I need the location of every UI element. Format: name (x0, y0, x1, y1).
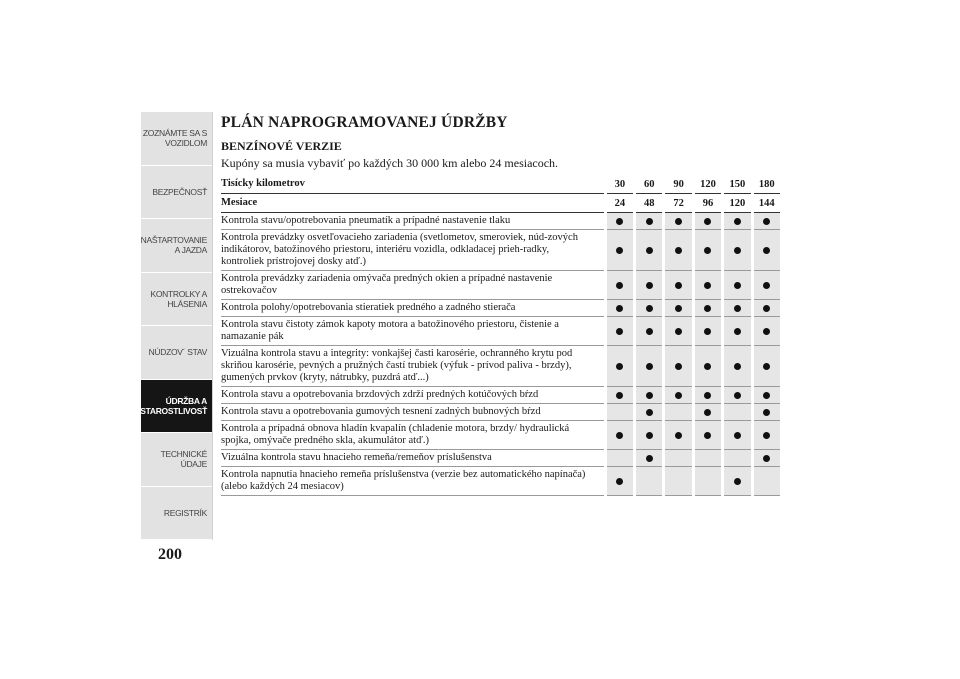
required-dot-icon (646, 392, 653, 399)
required-dot-icon (616, 328, 623, 335)
interval-cell (664, 317, 693, 346)
month-interval-header: 120 (723, 194, 752, 213)
table-row (221, 421, 782, 450)
required-dot-icon (763, 363, 770, 370)
required-dot-icon (616, 282, 623, 289)
interval-cell (635, 346, 664, 387)
required-dot-icon (675, 363, 682, 370)
required-dot-icon (734, 363, 741, 370)
interval-cell (693, 404, 722, 421)
interval-cell (752, 300, 781, 317)
interval-cell (723, 317, 752, 346)
interval-cell (723, 421, 752, 450)
required-dot-icon (763, 218, 770, 225)
interval-cell (605, 300, 634, 317)
interval-cell (664, 230, 693, 271)
required-dot-icon (675, 328, 682, 335)
task-description: Kontrola stavu a opotrebovania brzdových zdrží predných kotúčových bŕzd (221, 387, 605, 404)
interval-cell (664, 450, 693, 467)
month-interval-header: 48 (635, 194, 664, 213)
required-dot-icon (763, 282, 770, 289)
months-header-label: Mesiace (221, 194, 605, 213)
table-row (221, 271, 782, 300)
required-dot-icon (646, 282, 653, 289)
required-dot-icon (763, 409, 770, 416)
interval-cell (635, 230, 664, 271)
interval-cell (635, 450, 664, 467)
required-dot-icon (763, 392, 770, 399)
required-dot-icon (704, 328, 711, 335)
interval-cell (723, 467, 752, 496)
interval-cell (693, 230, 722, 271)
months-header-row (221, 194, 782, 213)
interval-cell (664, 387, 693, 404)
table-row (221, 230, 782, 271)
interval-cell (752, 387, 781, 404)
km-interval-header: 150 (723, 175, 752, 194)
interval-cell (635, 213, 664, 230)
required-dot-icon (646, 247, 653, 254)
interval-cell (693, 271, 722, 300)
required-dot-icon (734, 328, 741, 335)
interval-cell (635, 404, 664, 421)
table-row (221, 213, 782, 230)
chapter-tab-label: TECHNICKÉ ÚDAJE (160, 449, 207, 470)
page-title: PLÁN NAPROGRAMOVANEJ ÚDRŽBY (221, 114, 508, 131)
interval-cell (752, 404, 781, 421)
interval-cell (723, 450, 752, 467)
table-row (221, 467, 782, 496)
interval-cell (635, 421, 664, 450)
required-dot-icon (734, 432, 741, 439)
tab-divider (212, 112, 213, 540)
chapter-tabs (141, 112, 212, 540)
interval-cell (752, 450, 781, 467)
interval-cell (605, 317, 634, 346)
month-interval-header: 144 (752, 194, 781, 213)
interval-cell (723, 300, 752, 317)
task-description: Kontrola stavu/opotrebovania pneumatík a prípadné nastavenie tlaku (221, 213, 605, 230)
interval-cell (664, 271, 693, 300)
km-interval-header: 120 (693, 175, 722, 194)
required-dot-icon (675, 218, 682, 225)
required-dot-icon (616, 247, 623, 254)
interval-cell (664, 346, 693, 387)
chapter-tab[interactable] (141, 433, 212, 487)
section-subtitle: BENZÍNOVÉ VERZIE (221, 139, 342, 153)
interval-cell (664, 300, 693, 317)
task-description: Kontrola a prípadná obnova hladín kvapalín (chladenie motora, brzdy/ hydraulická spojka, omývače predného skla, akumulátor atď.) (221, 421, 605, 450)
required-dot-icon (763, 328, 770, 335)
interval-cell (752, 467, 781, 496)
interval-cell (605, 421, 634, 450)
interval-cell (635, 317, 664, 346)
interval-cell (693, 300, 722, 317)
month-interval-header: 72 (664, 194, 693, 213)
interval-cell (723, 346, 752, 387)
chapter-tab-label: ÚDRŽBA A STAROSTLIVOSŤ (140, 395, 207, 416)
required-dot-icon (616, 432, 623, 439)
required-dot-icon (616, 363, 623, 370)
chapter-tab[interactable] (141, 380, 212, 434)
interval-cell (605, 404, 634, 421)
required-dot-icon (734, 478, 741, 485)
interval-cell (723, 387, 752, 404)
interval-cell (752, 346, 781, 387)
required-dot-icon (704, 392, 711, 399)
interval-cell (752, 421, 781, 450)
interval-cell (693, 467, 722, 496)
interval-cell (693, 346, 722, 387)
maintenance-schedule-table (221, 175, 783, 496)
interval-cell (664, 467, 693, 496)
task-description: Kontrola stavu a opotrebovania gumových tesnení zadných bubnových bŕzd (221, 404, 605, 421)
task-description: Vizuálna kontrola stavu a integrity: vonkajšej časti karosérie, ochranného krytu pod skriňou karosérie, pevných a pružných častí trubiek (výfuk - prívod paliva - brzdy), gumených prvkov (kryty, nátrubky, puzdrá atď...) (221, 346, 605, 387)
chapter-tab[interactable] (141, 487, 212, 541)
required-dot-icon (646, 455, 653, 462)
interval-cell (605, 346, 634, 387)
interval-cell (693, 421, 722, 450)
task-description: Kontrola prevádzky osvetľovacieho zariadenia (svetlometov, smeroviek, núd-zových indikátorov, batožinového priestoru, interiéru vozidla, odkladacej prieh-radky, kontroliek prístrojovej dosky atď.) (221, 230, 605, 271)
required-dot-icon (616, 218, 623, 225)
required-dot-icon (704, 305, 711, 312)
required-dot-icon (704, 247, 711, 254)
required-dot-icon (704, 218, 711, 225)
interval-cell (693, 317, 722, 346)
interval-cell (723, 271, 752, 300)
interval-cell (752, 317, 781, 346)
interval-cell (635, 387, 664, 404)
required-dot-icon (646, 363, 653, 370)
required-dot-icon (734, 282, 741, 289)
interval-cell (635, 300, 664, 317)
required-dot-icon (734, 392, 741, 399)
interval-cell (605, 230, 634, 271)
table-row (221, 387, 782, 404)
chapter-tab-label: NÚDZOV´ STAV (148, 347, 207, 358)
required-dot-icon (704, 432, 711, 439)
interval-cell (752, 230, 781, 271)
km-interval-header: 180 (752, 175, 781, 194)
chapter-tab[interactable] (141, 273, 212, 327)
interval-cell (664, 421, 693, 450)
required-dot-icon (704, 409, 711, 416)
interval-cell (723, 404, 752, 421)
required-dot-icon (675, 432, 682, 439)
required-dot-icon (616, 305, 623, 312)
required-dot-icon (675, 305, 682, 312)
table-row (221, 450, 782, 467)
table-row (221, 404, 782, 421)
task-description: Kontrola polohy/opotrebovania stieratiek predného a zadného stierača (221, 300, 605, 317)
required-dot-icon (763, 455, 770, 462)
chapter-tab-label: ZOZNÁMTE SA S VOZIDLOM (142, 128, 207, 149)
intro-text: Kupóny sa musia vybaviť po každých 30 000 km alebo 24 mesiacoch. (221, 156, 559, 170)
month-interval-header: 24 (605, 194, 634, 213)
interval-cell (605, 467, 634, 496)
km-interval-header: 90 (664, 175, 693, 194)
table-row (221, 346, 782, 387)
table-row (221, 300, 782, 317)
chapter-tab-label: KONTROLKY A HLÁSENIA (150, 288, 207, 309)
required-dot-icon (616, 478, 623, 485)
interval-cell (752, 271, 781, 300)
required-dot-icon (616, 392, 623, 399)
interval-cell (752, 213, 781, 230)
required-dot-icon (646, 218, 653, 225)
interval-cell (723, 230, 752, 271)
required-dot-icon (734, 247, 741, 254)
chapter-tab-label: NAŠTARTOVANIE A JAZDA (140, 235, 207, 256)
required-dot-icon (704, 363, 711, 370)
required-dot-icon (646, 409, 653, 416)
task-description: Vizuálna kontrola stavu hnacieho remeňa/remeňov príslušenstva (221, 450, 605, 467)
km-header-row (221, 175, 782, 194)
interval-cell (664, 404, 693, 421)
interval-cell (635, 467, 664, 496)
interval-cell (693, 387, 722, 404)
required-dot-icon (734, 305, 741, 312)
interval-cell (605, 387, 634, 404)
table-row (221, 317, 782, 346)
required-dot-icon (763, 432, 770, 439)
required-dot-icon (704, 282, 711, 289)
chapter-tab[interactable] (141, 112, 212, 166)
month-interval-header: 96 (693, 194, 722, 213)
interval-cell (693, 450, 722, 467)
km-header-label: Tisícky kilometrov (221, 175, 605, 194)
required-dot-icon (763, 247, 770, 254)
required-dot-icon (646, 432, 653, 439)
required-dot-icon (675, 282, 682, 289)
required-dot-icon (675, 247, 682, 254)
required-dot-icon (675, 392, 682, 399)
interval-cell (693, 213, 722, 230)
required-dot-icon (763, 305, 770, 312)
required-dot-icon (646, 328, 653, 335)
chapter-tab-label: BEZPEČNOSŤ (152, 186, 207, 197)
chapter-tab-label: REGISTRÍK (163, 507, 207, 518)
required-dot-icon (646, 305, 653, 312)
km-interval-header: 60 (635, 175, 664, 194)
interval-cell (635, 271, 664, 300)
required-dot-icon (734, 218, 741, 225)
interval-cell (605, 213, 634, 230)
task-description: Kontrola stavu čistoty zámok kapoty motora a batožinového priestoru, čistenie a namazanie pák (221, 317, 605, 346)
interval-cell (605, 450, 634, 467)
chapter-tab[interactable] (141, 219, 212, 273)
page-number: 200 (158, 546, 182, 563)
task-description: Kontrola napnutia hnacieho remeňa príslušenstva (verzie bez automatického napínača) (alebo každých 24 mesiacov) (221, 467, 605, 496)
km-interval-header: 30 (605, 175, 634, 194)
task-description: Kontrola prevádzky zariadenia omývača predných okien a prípadné nastavenie ostrekovačov (221, 271, 605, 300)
interval-cell (664, 213, 693, 230)
interval-cell (605, 271, 634, 300)
interval-cell (723, 213, 752, 230)
chapter-tab[interactable] (141, 166, 212, 220)
chapter-tab[interactable] (141, 326, 212, 380)
